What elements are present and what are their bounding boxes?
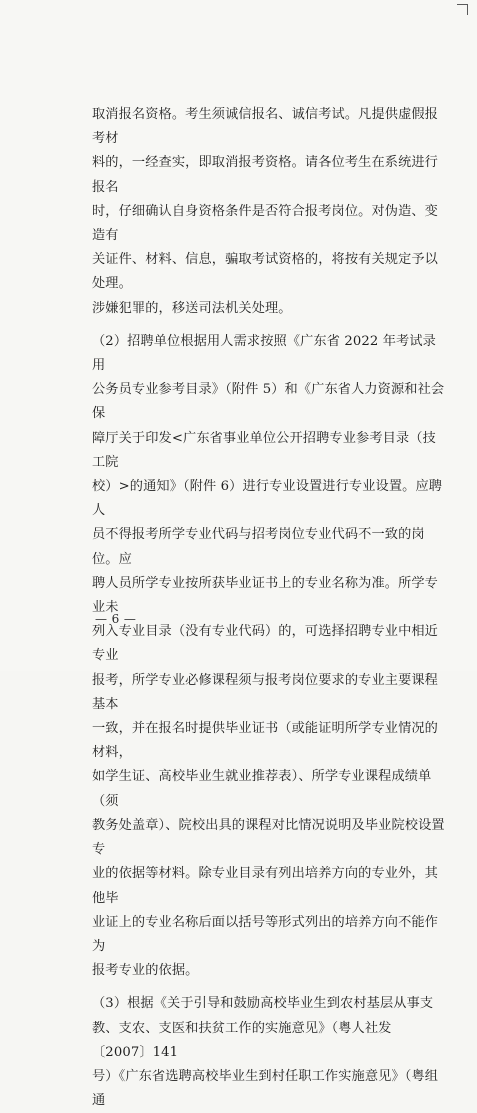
page-number: — 6 —: [95, 612, 137, 626]
paragraph-graduate-policy: （3）根据《关于引导和鼓励高校毕业生到农村基层从事支 教、支农、支医和扶贫工作的实施意见》（粤人社发〔2007〕141 号）《广东省选聘高校毕业生到村任职工作实施意见》（粤组通: [92, 996, 439, 1109]
paragraph-major-requirements: （2）招聘单位根据用人需求按照《广东省 2022 年考试录用 公务员专业参考目录》（附件 5）和《广东省人力资源和社会保 障厅关于印发<广东省事业单位公开招聘专业参考目录（技工院 校）>的通知》（附件 6）进行专业设置进行专业设置。应聘人 员不得报考所学专业代码与招考岗位专业代码不一致的岗位。应 聘人员所学专业按所获毕业证书上的专业名称为准。所学专业未 列入专业目录（没有专业代码）的，可选择招聘专业中相近专业 报考，所学专业必修课程须与报考岗位要求的专业主要课程基本 一致，并在报名时提供毕业证书（或能证明所学专业情况的材料， 如学生证、高校毕业生就业推荐表）、所学专业课程成绩单（须 教务处盖章）、院校出具的课程对比情况说明及毕业院校设置专 业的依据等材料。除专业目录有列出培养方向的专业外，其他毕 业证上的专业名称后面以括号等形式列出的培养方向不能作为 报考专业的依据。: [92, 333, 445, 979]
scan-corner-mark: [457, 4, 468, 15]
document-body: [92, 103, 445, 1113]
paragraph-registration-integrity: 取消报名资格。考生须诚信报名、诚信考试。凡提供虚假报考材 料的，一经查实，即取消报考资格。请各位考生在系统进行报名 时，仔细确认自身资格条件是否符合报考岗位。对伪造、变造有 关证件、材料、信息，骗取考试资格的，将按有关规定予以处理。 涉嫌犯罪的，移送司法机关处理。: [92, 107, 438, 316]
